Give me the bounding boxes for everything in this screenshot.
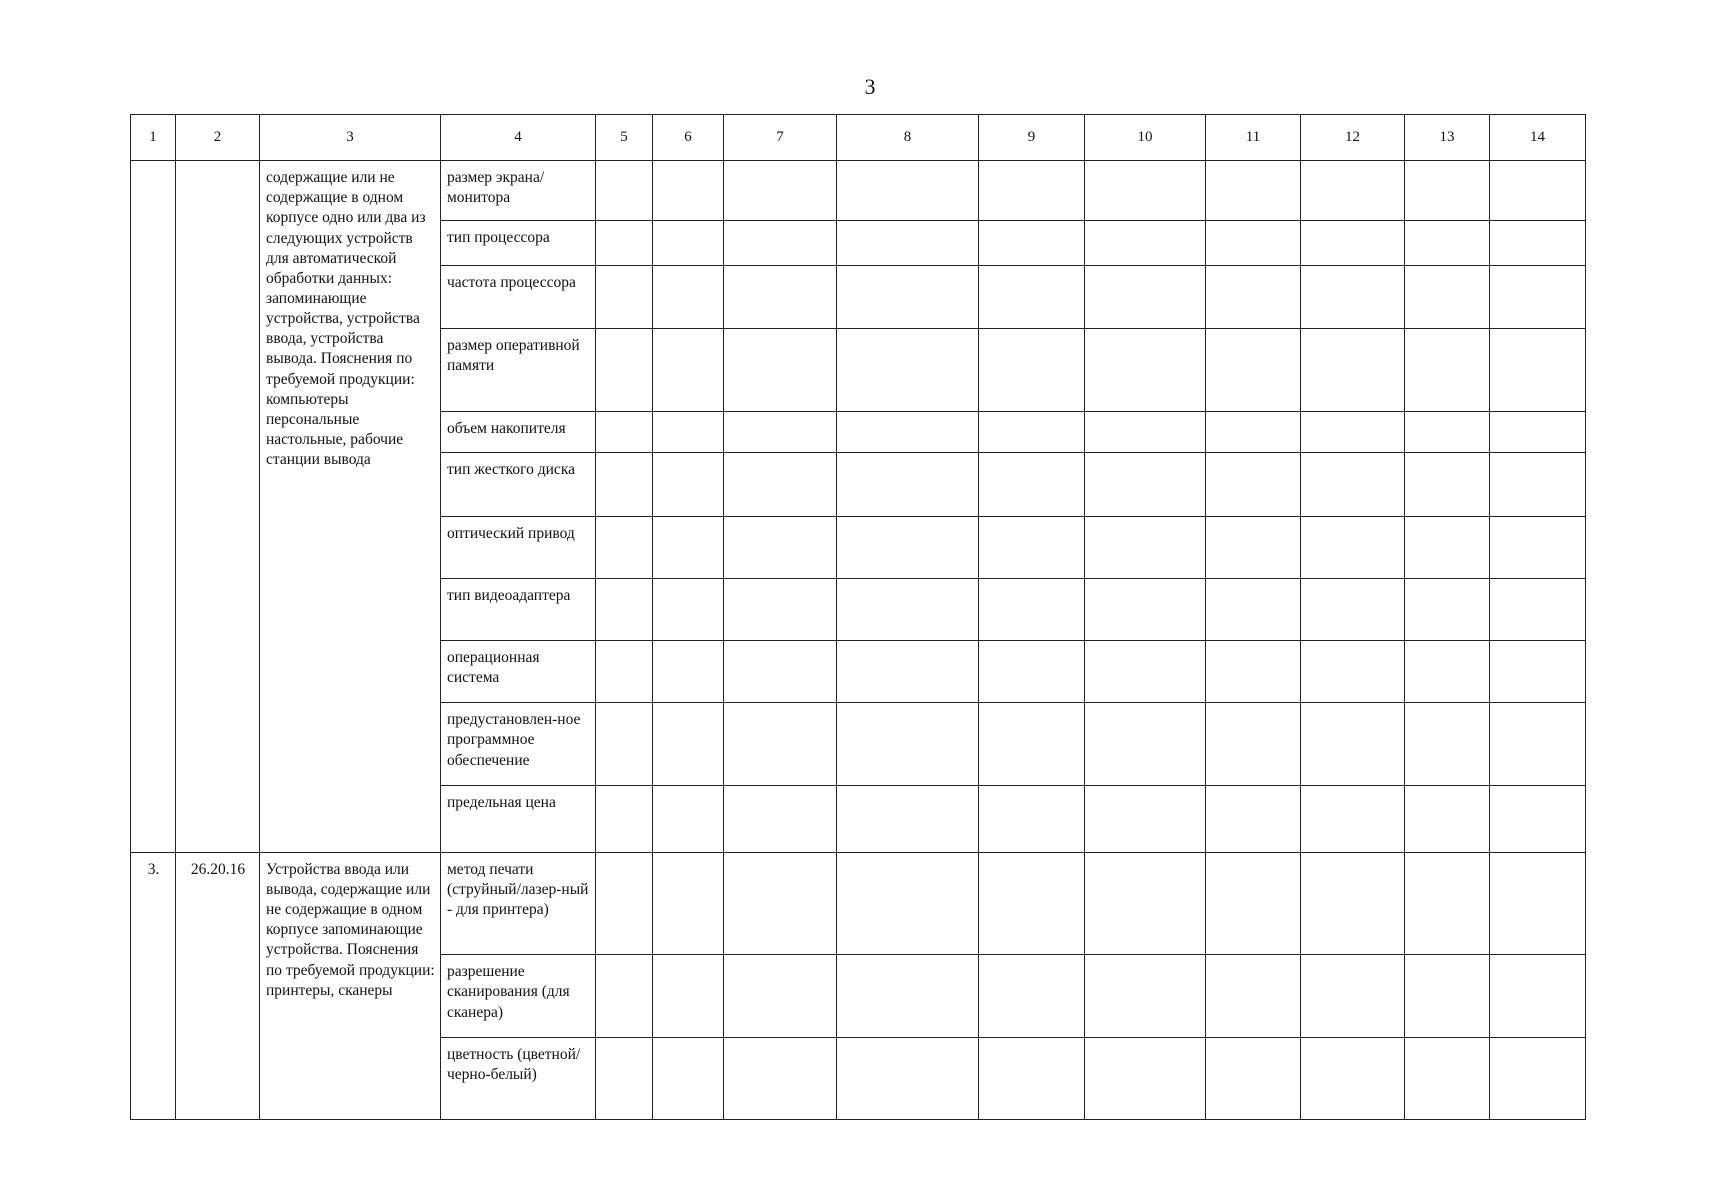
empty-cell xyxy=(1206,852,1301,954)
column-header: 1 xyxy=(131,115,176,161)
characteristic-cell: метод печати (струйный/лазер-ный - для принтера) xyxy=(441,852,596,954)
empty-cell xyxy=(1405,412,1490,453)
characteristics-table xyxy=(130,114,1586,1120)
empty-cell xyxy=(1405,852,1490,954)
empty-cell xyxy=(724,161,837,221)
empty-cell xyxy=(1405,221,1490,265)
characteristic-cell: предельная цена xyxy=(441,785,596,852)
empty-cell xyxy=(979,221,1085,265)
empty-cell xyxy=(596,852,653,954)
table-row xyxy=(131,161,1586,221)
empty-cell xyxy=(596,265,653,328)
empty-cell xyxy=(653,516,724,578)
empty-cell xyxy=(837,955,979,1037)
column-header: 6 xyxy=(653,115,724,161)
empty-cell xyxy=(596,955,653,1037)
empty-cell xyxy=(653,785,724,852)
empty-cell xyxy=(837,516,979,578)
empty-cell xyxy=(1490,161,1586,221)
empty-cell xyxy=(1490,221,1586,265)
empty-cell xyxy=(837,578,979,640)
column-header: 12 xyxy=(1301,115,1405,161)
empty-cell xyxy=(979,1037,1085,1119)
empty-cell xyxy=(1490,265,1586,328)
empty-cell xyxy=(1206,453,1301,516)
empty-cell xyxy=(1301,516,1405,578)
empty-cell xyxy=(1405,955,1490,1037)
empty-cell xyxy=(1206,641,1301,703)
empty-cell xyxy=(596,516,653,578)
empty-cell xyxy=(1405,453,1490,516)
empty-cell xyxy=(1490,785,1586,852)
empty-cell xyxy=(979,516,1085,578)
empty-cell xyxy=(1301,852,1405,954)
empty-cell xyxy=(1085,221,1206,265)
characteristic-cell: операционная система xyxy=(441,641,596,703)
empty-cell xyxy=(1206,578,1301,640)
empty-cell xyxy=(1085,516,1206,578)
empty-cell xyxy=(1301,161,1405,221)
empty-cell xyxy=(979,641,1085,703)
empty-cell xyxy=(724,453,837,516)
empty-cell xyxy=(1301,221,1405,265)
item-description-cell: Устройства ввода или вывода, содержащие или не содержащие в одном корпусе запоминающие устройства. Пояснения по требуемой продукции: принтеры, сканеры xyxy=(260,852,441,1119)
empty-cell xyxy=(1490,955,1586,1037)
empty-cell xyxy=(1085,785,1206,852)
empty-cell xyxy=(596,221,653,265)
empty-cell xyxy=(979,412,1085,453)
empty-cell xyxy=(1490,641,1586,703)
empty-cell xyxy=(1405,1037,1490,1119)
column-header: 13 xyxy=(1405,115,1490,161)
empty-cell xyxy=(1490,852,1586,954)
empty-cell xyxy=(653,852,724,954)
empty-cell xyxy=(1085,578,1206,640)
characteristic-cell: размер оперативной памяти xyxy=(441,328,596,411)
characteristic-cell: размер экрана/монитора xyxy=(441,161,596,221)
empty-cell xyxy=(1206,161,1301,221)
empty-cell xyxy=(1405,703,1490,785)
empty-cell xyxy=(979,852,1085,954)
item-description-cell: содержащие или не содержащие в одном корпусе одно или два из следующих устройств для автоматической обработки данных: запоминающие устройства, устройства ввода, устройства вывода. Пояснения по требуемой продукции: компьютеры персональные настольные, рабочие станции вывода xyxy=(260,161,441,853)
empty-cell xyxy=(653,578,724,640)
empty-cell xyxy=(1301,265,1405,328)
characteristic-cell: тип видеоадаптера xyxy=(441,578,596,640)
empty-cell xyxy=(979,785,1085,852)
empty-cell xyxy=(1301,703,1405,785)
empty-cell xyxy=(837,265,979,328)
empty-cell xyxy=(1405,516,1490,578)
empty-cell xyxy=(724,1037,837,1119)
empty-cell xyxy=(1301,1037,1405,1119)
empty-cell xyxy=(724,412,837,453)
empty-cell xyxy=(1206,328,1301,411)
empty-cell xyxy=(653,641,724,703)
characteristic-cell: разрешение сканирования (для сканера) xyxy=(441,955,596,1037)
empty-cell xyxy=(1301,453,1405,516)
empty-cell xyxy=(1301,578,1405,640)
empty-cell xyxy=(724,641,837,703)
empty-cell xyxy=(653,328,724,411)
empty-cell xyxy=(1301,328,1405,411)
empty-cell xyxy=(1085,453,1206,516)
empty-cell xyxy=(1405,265,1490,328)
empty-cell xyxy=(1405,328,1490,411)
empty-cell xyxy=(1490,1037,1586,1119)
characteristic-cell: объем накопителя xyxy=(441,412,596,453)
empty-cell xyxy=(837,785,979,852)
empty-cell xyxy=(979,578,1085,640)
empty-cell xyxy=(653,453,724,516)
empty-cell xyxy=(1085,955,1206,1037)
empty-cell xyxy=(596,641,653,703)
empty-cell xyxy=(1405,578,1490,640)
empty-cell xyxy=(653,703,724,785)
empty-cell xyxy=(1405,641,1490,703)
empty-cell xyxy=(1085,161,1206,221)
column-header: 3 xyxy=(260,115,441,161)
empty-cell xyxy=(979,328,1085,411)
empty-cell xyxy=(1085,703,1206,785)
table-row xyxy=(131,852,1586,954)
empty-cell xyxy=(837,1037,979,1119)
empty-cell xyxy=(596,703,653,785)
characteristic-cell: цветность (цветной/черно-белый) xyxy=(441,1037,596,1119)
empty-cell xyxy=(1085,1037,1206,1119)
item-code-cell: 26.20.16 xyxy=(176,852,260,1119)
empty-cell xyxy=(1301,412,1405,453)
empty-cell xyxy=(724,265,837,328)
empty-cell xyxy=(596,1037,653,1119)
empty-cell xyxy=(596,328,653,411)
empty-cell xyxy=(653,265,724,328)
column-header: 7 xyxy=(724,115,837,161)
page-number: 3 xyxy=(864,74,876,99)
characteristic-cell: тип жесткого диска xyxy=(441,453,596,516)
empty-cell xyxy=(724,516,837,578)
characteristic-cell: предустановлен-ное программное обеспечение xyxy=(441,703,596,785)
empty-cell xyxy=(979,703,1085,785)
empty-cell xyxy=(1206,703,1301,785)
empty-cell xyxy=(653,161,724,221)
empty-cell xyxy=(1085,328,1206,411)
empty-cell xyxy=(1301,641,1405,703)
empty-cell xyxy=(837,328,979,411)
empty-cell xyxy=(837,641,979,703)
empty-cell xyxy=(1490,453,1586,516)
empty-cell xyxy=(1206,265,1301,328)
empty-cell xyxy=(653,955,724,1037)
empty-cell xyxy=(596,785,653,852)
empty-cell xyxy=(1206,1037,1301,1119)
empty-cell xyxy=(837,221,979,265)
empty-cell xyxy=(979,453,1085,516)
column-header: 4 xyxy=(441,115,596,161)
column-header: 2 xyxy=(176,115,260,161)
empty-cell xyxy=(724,703,837,785)
empty-cell xyxy=(1490,328,1586,411)
empty-cell xyxy=(1085,641,1206,703)
empty-cell xyxy=(724,578,837,640)
empty-cell xyxy=(837,453,979,516)
empty-cell xyxy=(596,453,653,516)
empty-cell xyxy=(1206,785,1301,852)
column-header: 14 xyxy=(1490,115,1586,161)
empty-cell xyxy=(653,221,724,265)
column-number-row xyxy=(131,115,1586,161)
empty-cell xyxy=(1206,516,1301,578)
empty-cell xyxy=(596,161,653,221)
empty-cell xyxy=(724,955,837,1037)
empty-cell xyxy=(837,703,979,785)
empty-cell xyxy=(979,955,1085,1037)
empty-cell xyxy=(596,412,653,453)
empty-cell xyxy=(653,1037,724,1119)
empty-cell xyxy=(1085,852,1206,954)
column-header: 8 xyxy=(837,115,979,161)
empty-cell xyxy=(837,852,979,954)
empty-cell xyxy=(724,852,837,954)
empty-cell xyxy=(1490,412,1586,453)
empty-cell xyxy=(837,412,979,453)
empty-cell xyxy=(1085,265,1206,328)
column-header: 11 xyxy=(1206,115,1301,161)
empty-cell xyxy=(1490,703,1586,785)
item-number-cell: 3. xyxy=(131,852,176,1119)
characteristic-cell: частота процессора xyxy=(441,265,596,328)
empty-cell xyxy=(1490,578,1586,640)
empty-cell xyxy=(724,328,837,411)
empty-cell xyxy=(1405,785,1490,852)
empty-cell xyxy=(724,785,837,852)
characteristic-cell: оптический привод xyxy=(441,516,596,578)
empty-cell xyxy=(724,221,837,265)
empty-cell xyxy=(1405,161,1490,221)
empty-cell xyxy=(1085,412,1206,453)
empty-cell xyxy=(1301,785,1405,852)
empty-cell xyxy=(979,265,1085,328)
column-header: 5 xyxy=(596,115,653,161)
empty-cell xyxy=(653,412,724,453)
empty-cell xyxy=(1206,221,1301,265)
empty-cell xyxy=(1490,516,1586,578)
item-number-cell xyxy=(131,161,176,853)
characteristic-cell: тип процессора xyxy=(441,221,596,265)
empty-cell xyxy=(1206,955,1301,1037)
empty-cell xyxy=(979,161,1085,221)
empty-cell xyxy=(596,578,653,640)
empty-cell xyxy=(1206,412,1301,453)
empty-cell xyxy=(837,161,979,221)
column-header: 10 xyxy=(1085,115,1206,161)
column-header: 9 xyxy=(979,115,1085,161)
empty-cell xyxy=(1301,955,1405,1037)
item-code-cell xyxy=(176,161,260,853)
